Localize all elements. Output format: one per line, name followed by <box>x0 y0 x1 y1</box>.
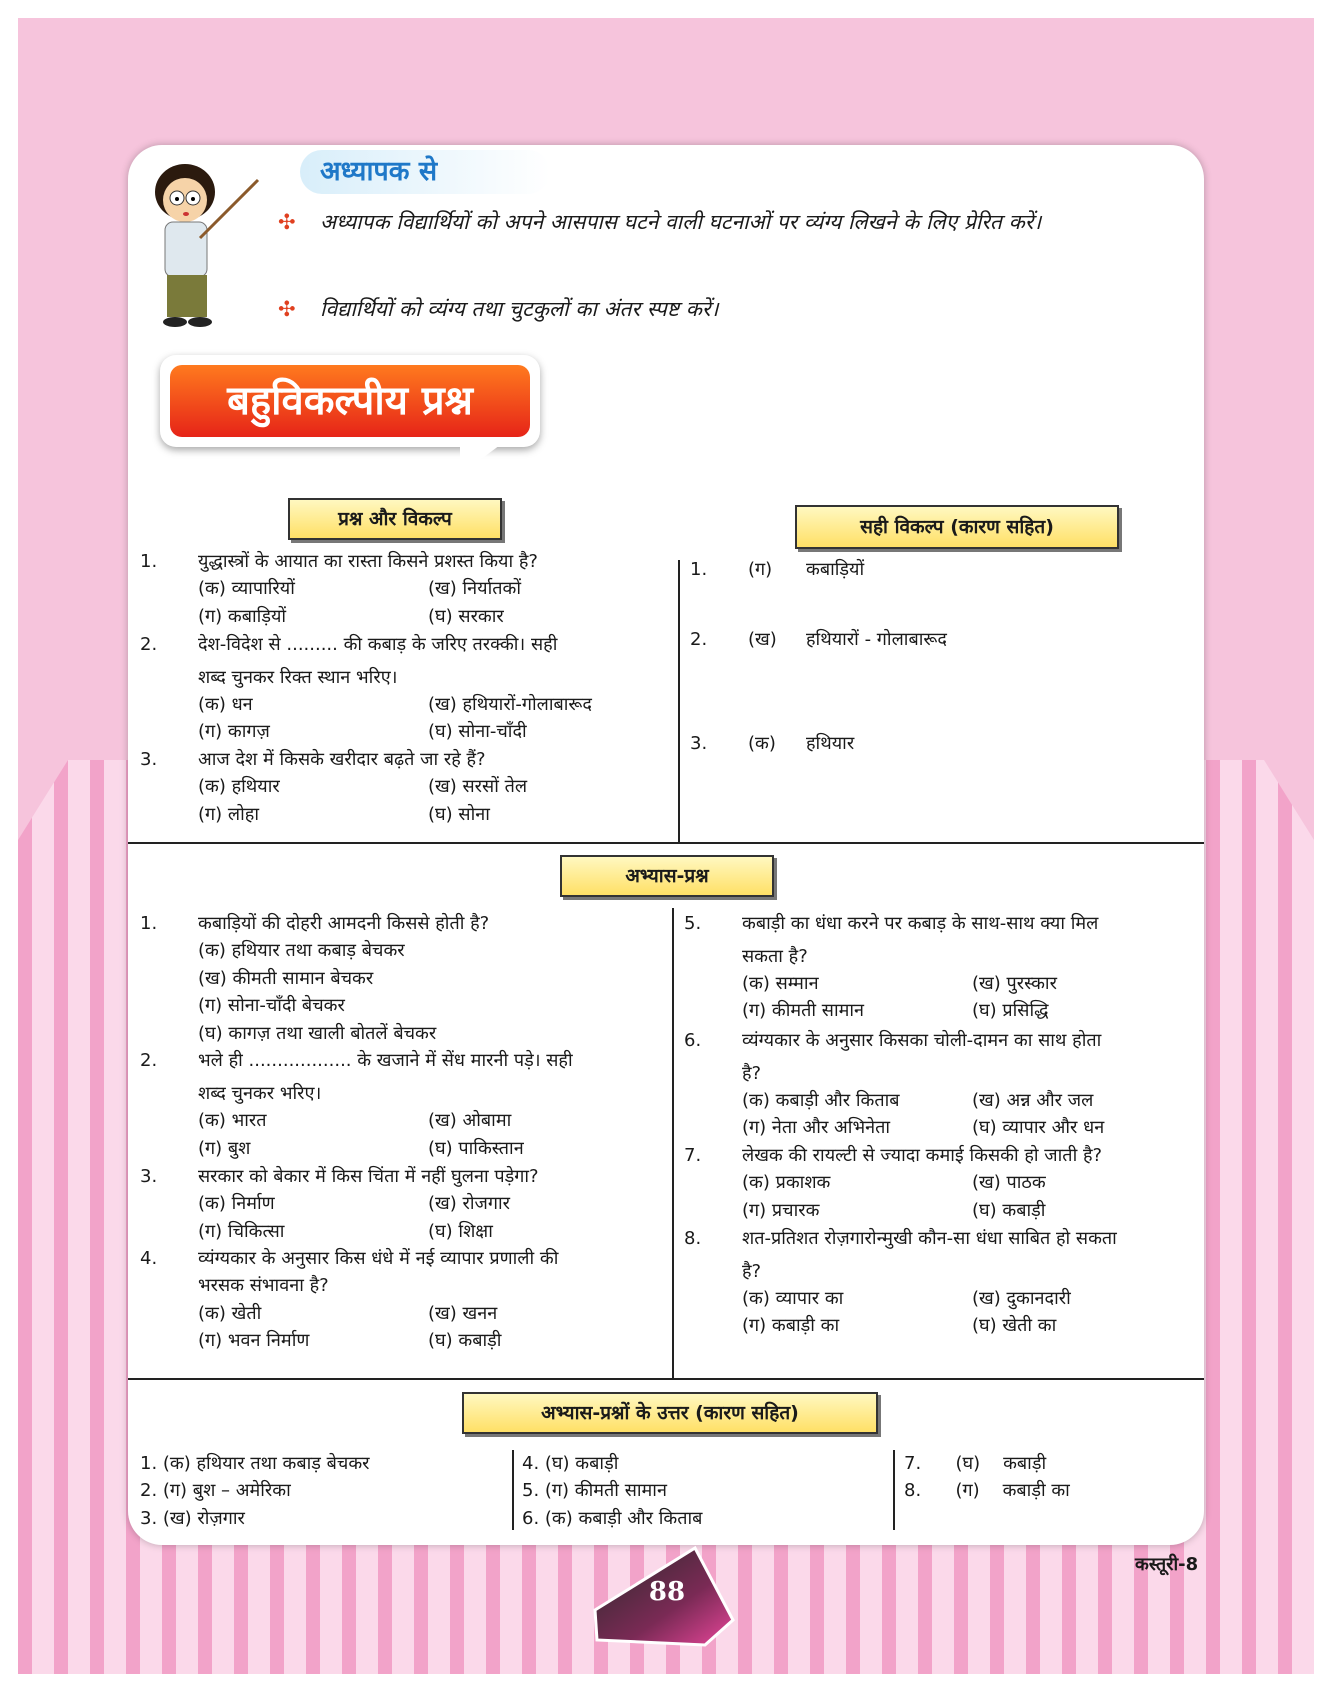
option: (घ) शिक्षा <box>428 1221 493 1242</box>
option: (क) सम्मान <box>742 973 819 994</box>
section-divider <box>128 842 1204 844</box>
option: (क) प्रकाशक <box>742 1172 831 1193</box>
option: (ग) सोना-चाँदी बेचकर <box>198 995 345 1016</box>
option: (क) भारत <box>198 1110 267 1131</box>
teacher-bullet-2: ✣ विद्यार्थियों को व्यंग्य तथा चुटकुलों का अंतर स्पष्ट करें। <box>278 292 1198 326</box>
practice-question-3: 3. सरकार को बेकार में किस चिंता में नहीं घुलना पड़ेगा? (क) निर्माण (ख) रोजगार (ग) चिकित्सा (घ) शिक्षा <box>140 1163 670 1248</box>
option: (घ) पाकिस्तान <box>428 1138 524 1159</box>
option: (ग) कबाड़ियों <box>198 606 287 627</box>
option: (घ) व्यापार और धन <box>972 1117 1105 1138</box>
option: (ग) चिकित्सा <box>198 1221 285 1242</box>
option: (क) हथियार तथा कबाड़ बेचकर <box>198 940 405 961</box>
option: (ख) दुकानदारी <box>972 1288 1071 1309</box>
practice-header: अभ्यास-प्रश्न <box>560 855 774 897</box>
answer-item: 7. (घ) कबाड़ी <box>904 1453 1047 1474</box>
mcq-divider <box>678 560 680 842</box>
option: (ख) निर्यातकों <box>428 578 521 599</box>
bullet-flower-icon: ✣ <box>278 210 296 234</box>
practice-question-6: 6. व्यंग्यकार के अनुसार किसका चोली-दामन का साथ होता है? (क) कबाड़ी और किताब (ख) अन्न और जल (ग) नेता और अभिनेता (घ) व्यापार और धन <box>684 1027 1204 1142</box>
practice-question-4: 4. व्यंग्यकार के अनुसार किस धंधे में नई व्यापार प्रणाली की भरसक संभावना है? (क) खेती (ख) खनन (ग) भवन निर्माण (घ) कबाड़ी <box>140 1245 670 1360</box>
practice-question-1: 1. कबाड़ियों की दोहरी आमदनी किससे होती है? (क) हथियार तथा कबाड़ बेचकर (ख) कीमती सामान बेचकर (ग) सोना-चाँदी बेचकर (घ) कागज़ तथा खाली बोतलें बेचकर <box>140 910 670 1050</box>
answer-item: 2. (ग) बुश – अमेरिका <box>140 1480 291 1501</box>
answer-item: 5. (ग) कीमती सामान <box>522 1480 667 1501</box>
correct-option-header: सही विकल्प (कारण सहित) <box>795 505 1119 549</box>
option: (क) कबाड़ी और किताब <box>742 1090 900 1111</box>
answers-column-3 <box>904 1450 1194 1510</box>
bullet-flower-icon: ✣ <box>278 297 296 321</box>
option: (क) व्यापारियों <box>198 578 295 599</box>
option: (घ) सोना <box>428 804 490 825</box>
option: (क) व्यापार का <box>742 1288 844 1309</box>
option: (ख) खनन <box>428 1303 498 1324</box>
option: (क) निर्माण <box>198 1193 275 1214</box>
mcq-answer-3: 3. (क) हथियार <box>690 733 855 754</box>
practice-question-2: 2. भले ही .................. के खजाने में सेंध मारनी पड़े। सही शब्द चुनकर भरिए। (क) भारत (ख) ओबामा (ग) बुश (घ) पाकिस्तान <box>140 1047 670 1167</box>
option: (ग) कागज़ <box>198 721 270 742</box>
page-number: 88 <box>648 1577 686 1607</box>
option: (ख) ओबामा <box>428 1110 512 1131</box>
mcq-banner <box>160 355 540 447</box>
page-number-badge <box>585 1540 735 1650</box>
mcq-answer-2: 2. (ख) हथियारों - गोलाबारूद <box>690 629 947 650</box>
option: (क) धन <box>198 694 253 715</box>
option: (घ) कबाड़ी <box>972 1200 1046 1221</box>
option: (ख) अन्न और जल <box>972 1090 1094 1111</box>
practice-question-5: 5. कबाड़ी का धंधा करने पर कबाड़ के साथ-साथ क्या मिल सकता है? (क) सम्मान (ख) पुरस्कार (ग) कीमती सामान (घ) प्रसिद्धि <box>684 910 1204 1025</box>
answer-item: 3. (ख) रोज़गार <box>140 1508 245 1529</box>
practice-answers-header: अभ्यास-प्रश्नों के उत्तर (कारण सहित) <box>462 1392 878 1434</box>
option: (घ) खेती का <box>972 1315 1057 1336</box>
option: (ग) बुश <box>198 1138 251 1159</box>
answers-divider-1 <box>512 1450 514 1530</box>
practice-question-7: 7. लेखक की रायल्टी से ज्यादा कमाई किसकी हो जाती है? (क) प्रकाशक (ख) पाठक (ग) प्रचारक (घ) कबाड़ी <box>684 1142 1204 1227</box>
option: (ख) सरसों तेल <box>428 776 528 797</box>
option: (ख) पुरस्कार <box>972 973 1057 994</box>
option: (घ) सरकार <box>428 606 504 627</box>
book-name: कस्तूरी-8 <box>1135 1554 1199 1575</box>
option: (ग) प्रचारक <box>742 1200 820 1221</box>
option: (ग) लोहा <box>198 804 259 825</box>
option: (क) हथियार <box>198 776 280 797</box>
option: (ख) रोजगार <box>428 1193 511 1214</box>
option: (ग) भवन निर्माण <box>198 1330 310 1351</box>
banner-tail <box>460 445 500 475</box>
answers-divider-2 <box>893 1450 895 1530</box>
answer-item: 4. (घ) कबाड़ी <box>522 1453 619 1474</box>
answer-item: 1. (क) हथियार तथा कबाड़ बेचकर <box>140 1453 370 1474</box>
option: (क) खेती <box>198 1303 262 1324</box>
teacher-heading: अध्यापक से <box>300 150 550 194</box>
answer-item: 8. (ग) कबाड़ी का <box>904 1480 1070 1501</box>
practice-question-8: 8. शत-प्रतिशत रोज़गारोन्मुखी कौन-सा धंधा साबित हो सकता है? (क) व्यापार का (ख) दुकानदारी (ग) कबाड़ी का (घ) खेती का <box>684 1225 1204 1345</box>
mcq-answer-1: 1. (ग) कबाड़ियों <box>690 559 865 580</box>
option: (ख) कीमती सामान बेचकर <box>198 968 374 989</box>
option: (घ) कागज़ तथा खाली बोतलें बेचकर <box>198 1023 437 1044</box>
answers-column-2 <box>522 1450 872 1535</box>
practice-divider <box>672 908 674 1378</box>
option: (ग) कीमती सामान <box>742 1000 865 1021</box>
option: (घ) सोना-चाँदी <box>428 721 527 742</box>
teacher-illustration-icon <box>140 150 270 330</box>
option: (ग) नेता और अभिनेता <box>742 1117 891 1138</box>
mcq-banner-title: बहुविकल्पीय प्रश्न <box>170 365 530 437</box>
option: (घ) कबाड़ी <box>428 1330 502 1351</box>
option: (ख) हथियारों-गोलाबारूद <box>428 694 592 715</box>
answer-item: 6. (क) कबाड़ी और किताब <box>522 1508 703 1529</box>
section-divider <box>128 1378 1204 1380</box>
option: (ग) कबाड़ी का <box>742 1315 840 1336</box>
questions-options-header: प्रश्न और विकल्प <box>288 498 502 540</box>
option: (ख) पाठक <box>972 1172 1046 1193</box>
answers-column-1 <box>140 1450 520 1535</box>
option: (घ) प्रसिद्धि <box>972 1000 1049 1021</box>
teacher-bullet-1: ✣ अध्यापक विद्यार्थियों को अपने आसपास घटने वाली घटनाओं पर व्यंग्य लिखने के लिए प्रेरित करें। <box>278 205 1198 239</box>
